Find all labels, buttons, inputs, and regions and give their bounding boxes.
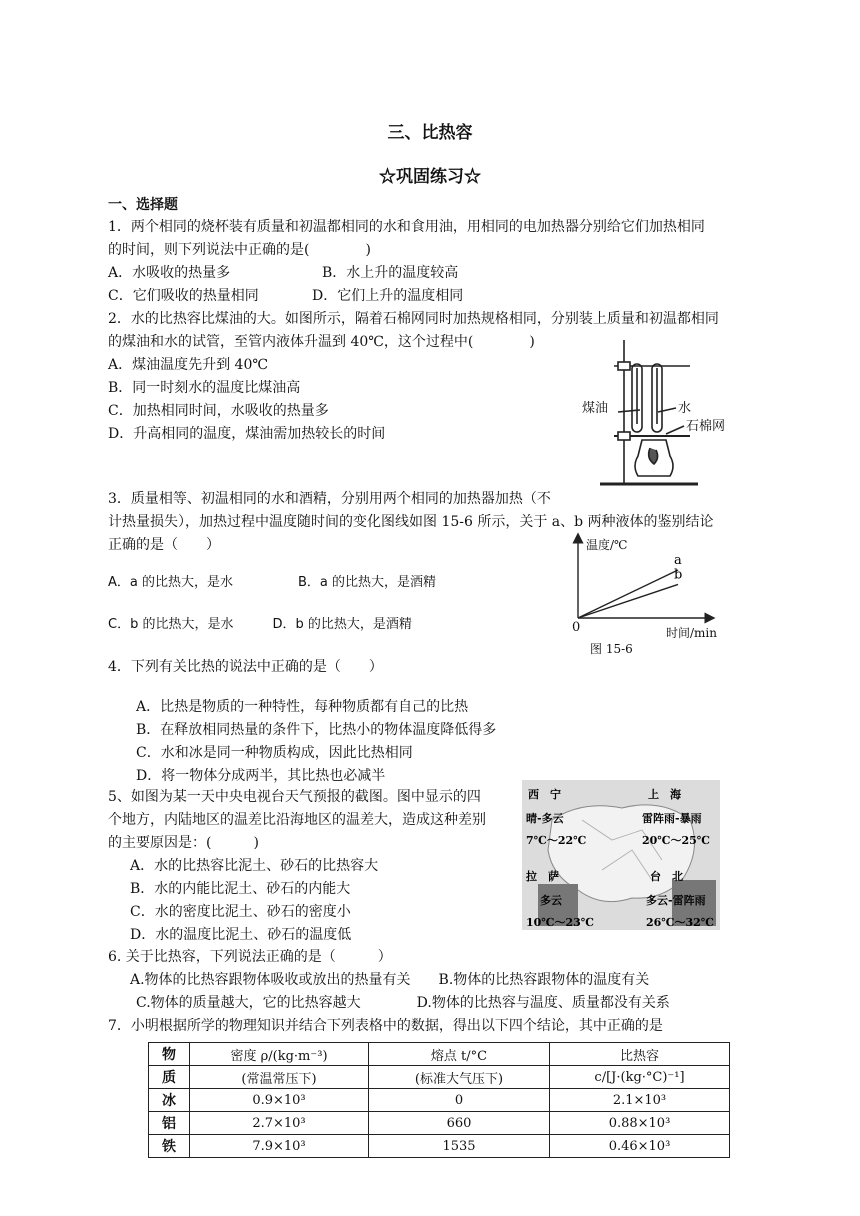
- header-melting-1: 熔点 t/°C: [369, 1043, 550, 1066]
- q5-line1: 5、如图为某一天中央电视台天气预报的截图。图中显示的四: [108, 789, 481, 805]
- chart-caption: 图 15-6: [590, 642, 633, 656]
- material-data-table: [148, 1042, 730, 1158]
- q1-option-b: B．水上升的温度较高: [322, 265, 459, 281]
- header-density-2: (常温常压下): [190, 1066, 369, 1089]
- map-lasa-weather: 多云: [540, 894, 562, 907]
- q2-option-b: B．同一时刻水的温度比煤油高: [108, 380, 301, 396]
- header-heat-2: c/[J·(kg·°C)⁻¹]: [550, 1066, 730, 1089]
- row-melting: 0: [369, 1089, 550, 1112]
- page-subtitle: ☆巩固练习☆: [379, 167, 481, 187]
- section-heading: 一、选择题: [108, 197, 178, 213]
- q4-option-c: C．水和冰是同一种物质构成，因此比热相同: [136, 745, 413, 761]
- table-row: [149, 1089, 730, 1112]
- label-asbestos-mesh: 石棉网: [686, 419, 726, 434]
- q2-line2: 的煤油和水的试管，至管内液体升温到 40℃，这个过程中( ): [108, 334, 535, 350]
- row-heat: 2.1×10³: [550, 1089, 730, 1112]
- row-heat: 0.88×10³: [550, 1112, 730, 1135]
- q1-line2: 的时间，则下列说法中正确的是( ): [108, 242, 371, 258]
- header-density-1: 密度 ρ/(kg·m⁻³): [190, 1043, 369, 1066]
- page-title: 三、比热容: [387, 123, 473, 143]
- q3-line1: 3．质量相等、初温相同的水和酒精，分别用两个相同的加热器加热（不: [108, 491, 551, 507]
- q5-option-c: C．水的密度比泥土、砂石的密度小: [130, 904, 351, 920]
- header-substance-2: 质: [149, 1066, 190, 1089]
- table-header-row-1: [149, 1043, 730, 1066]
- row-density: 0.9×10³: [190, 1089, 369, 1112]
- q3-line3: 正确的是（ ）: [108, 537, 220, 553]
- q2-option-a: A．煤油温度先升到 40℃: [108, 357, 269, 373]
- q4-option-a: A．比热是物质的一种特性，每种物质都有自己的比热: [136, 699, 469, 715]
- row-melting: 660: [369, 1112, 550, 1135]
- q3-options-cd: C．b 的比热大，是水 D．b 的比热大，是酒精: [108, 617, 412, 632]
- chart-origin-label: 0: [572, 620, 581, 635]
- series-line-b: [578, 584, 678, 618]
- map-xining-temp: 7℃～22℃: [526, 834, 587, 847]
- label-kerosene: 煤油: [582, 401, 609, 416]
- q5-option-d: D．水的温度比泥土、砂石的温度低: [130, 927, 352, 943]
- q7-line1: 7．小明根据所学的物理知识并结合下列表格中的数据，得出以下四个结论，其中正确的是: [108, 1018, 663, 1034]
- q2-option-c: C．加热相同时间，水吸收的热量多: [108, 403, 329, 419]
- header-substance-1: 物: [149, 1043, 190, 1066]
- header-melting-2: (标准大气压下): [369, 1066, 550, 1089]
- row-melting: 1535: [369, 1135, 550, 1158]
- map-shanghai: 上 海: [648, 788, 681, 801]
- q2-line1: 2．水的比热容比煤油的大。如图所示，隔着石棉网同时加热规格相同，分别装上质量和初温都相同: [108, 311, 719, 327]
- table-header-row-2: [149, 1066, 730, 1089]
- map-lasa: 拉 萨: [526, 870, 559, 883]
- q1-option-a: A．水吸收的热量多: [108, 265, 231, 281]
- q6-options-cd: C.物体的质量越大，它的比热容越大 D.物体的比热容与温度、质量都没有关系: [136, 995, 670, 1011]
- row-name: 冰: [149, 1089, 190, 1112]
- q5-line2: 个地方，内陆地区的温差比沿海地区的温差大，造成这种差别: [108, 812, 486, 828]
- row-name: 铝: [149, 1112, 190, 1135]
- header-heat-1: 比热容: [550, 1043, 730, 1066]
- row-density: 7.9×10³: [190, 1135, 369, 1158]
- series-label-a: a: [674, 553, 682, 568]
- q4-option-d: D．将一物体分成两半，其比热也必减半: [136, 768, 386, 784]
- row-name: 铁: [149, 1135, 190, 1158]
- chart-ylabel: 温度/℃: [586, 538, 628, 552]
- map-taibei: 台 北: [650, 870, 683, 883]
- map-lasa-temp: 10℃～23℃: [526, 916, 594, 929]
- q1-option-d: D．它们上升的温度相同: [312, 288, 464, 304]
- map-xining: 西 宁: [528, 788, 561, 801]
- q1-line1: 1．两个相同的烧杯装有质量和初温都相同的水和食用油，用相同的电加热器分别给它们加热相同: [108, 219, 705, 235]
- table-row: [149, 1112, 730, 1135]
- q6-options-ab: A.物体的比热容跟物体吸收或放出的热量有关 B.物体的比热容跟物体的温度有关: [130, 972, 650, 988]
- q3-line2: 计热量损失），加热过程中温度随时间的变化图线如图 15-6 所示，关于 a、b 两种液体的鉴别结论: [108, 514, 714, 530]
- q5-line3: 的主要原因是：( ): [108, 835, 259, 851]
- q4-option-b: B．在释放相同热量的条件下，比热小的物体温度降低得多: [136, 722, 497, 738]
- label-water: 水: [678, 401, 692, 416]
- q4-line1: 4．下列有关比热的说法中正确的是（ ）: [108, 659, 383, 675]
- table-row: [149, 1135, 730, 1158]
- map-taibei-weather: 多云-雷阵雨: [646, 894, 706, 907]
- q5-option-b: B．水的内能比泥土、砂石的内能大: [130, 881, 351, 897]
- map-taibei-temp: 26℃～32℃: [646, 916, 714, 929]
- q6-line1: 6. 关于比热容，下列说法正确的是（ ）: [108, 949, 392, 965]
- chart-xlabel: 时间/min: [666, 626, 717, 640]
- weather-map: [522, 780, 720, 930]
- q2-option-d: D．升高相同的温度，煤油需加热较长的时间: [108, 426, 386, 442]
- q3-options-ab: A．a 的比热大，是水 B．a 的比热大，是酒精: [108, 575, 437, 590]
- row-heat: 0.46×10³: [550, 1135, 730, 1158]
- q1-option-c: C．它们吸收的热量相同: [108, 288, 259, 304]
- q5-option-a: A．水的比热容比泥土、砂石的比热容大: [130, 858, 379, 874]
- series-label-b: b: [674, 567, 683, 583]
- map-shanghai-temp: 20℃～25℃: [642, 834, 710, 847]
- row-density: 2.7×10³: [190, 1112, 369, 1135]
- series-line-a: [578, 570, 678, 618]
- map-xining-weather: 晴-多云: [526, 812, 564, 825]
- map-shanghai-weather: 雷阵雨-暴雨: [642, 812, 702, 825]
